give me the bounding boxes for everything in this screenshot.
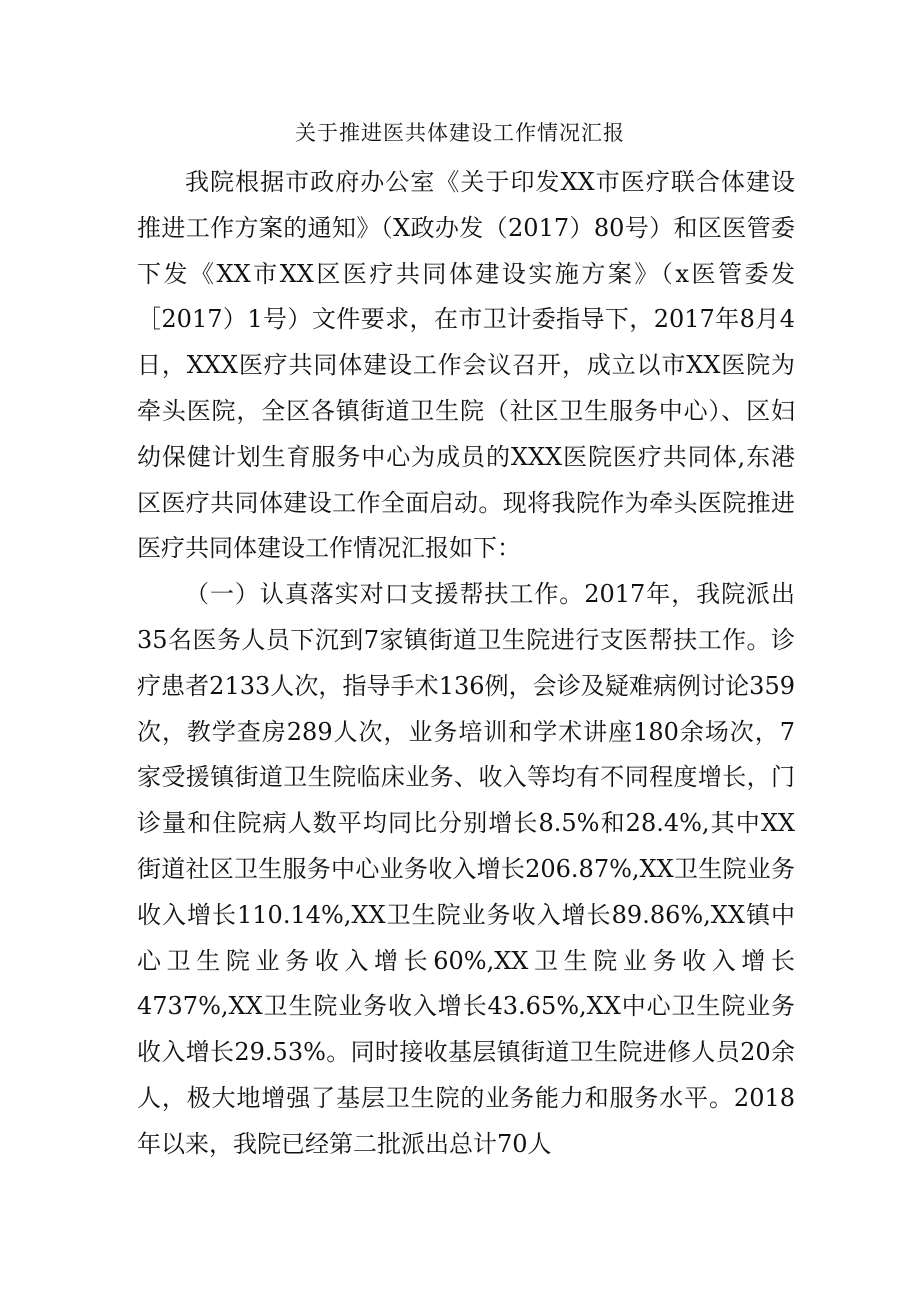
paragraph-section-1: （一）认真落实对口支援帮扶工作。2017年，我院派出35名医务人员下沉到7家镇街道卫生院进行支医帮扶工作。诊疗患者2133人次，指导手术136例，会诊及疑难病例讨论359次，教学查房289人次，业务培训和学术讲座180余场次，7家受援镇街道卫生院临床业务、收入等均有不同程度增长，门诊量和住院病人数平均同比分别增长8.5%和28.4%,其中XX街道社区卫生服务中心业务收入增长206.87%,XX卫生院业务收入增长110.14%,XX卫生院业务收入增长89.86%,XX镇中心卫生院业务收入增长60%,XX卫生院业务收入增长4737%,XX卫生院业务收入增长43.65%,XX中心卫生院业务收入增长29.53%。同时接收基层镇街道卫生院进修人员20余人，极大地增强了基层卫生院的业务能力和服务水平。2018年以来，我院已经第二批派出总计70人	[137, 580, 795, 1158]
document-body	[137, 160, 795, 1168]
document-title: 关于推进医共体建设工作情况汇报	[295, 121, 625, 145]
paragraph-intro: 我院根据市政府办公室《关于印发XX市医疗联合体建设推进工作方案的通知》（X政办发（2017）80号）和区医管委下发《XX市XX区医疗共同体建设实施方案》（x医管委发［2017）1号）文件要求，在市卫计委指导下，2017年8月4日，XXX医疗共同体建设工作会议召开，成立以市XX医院为牵头医院，全区各镇街道卫生院（社区卫生服务中心）、区妇幼保健计划生育服务中心为成员的XXX医院医疗共同体,东港区医疗共同体建设工作全面启动。现将我院作为牵头医院推进医疗共同体建设工作情况汇报如下：	[137, 168, 795, 563]
